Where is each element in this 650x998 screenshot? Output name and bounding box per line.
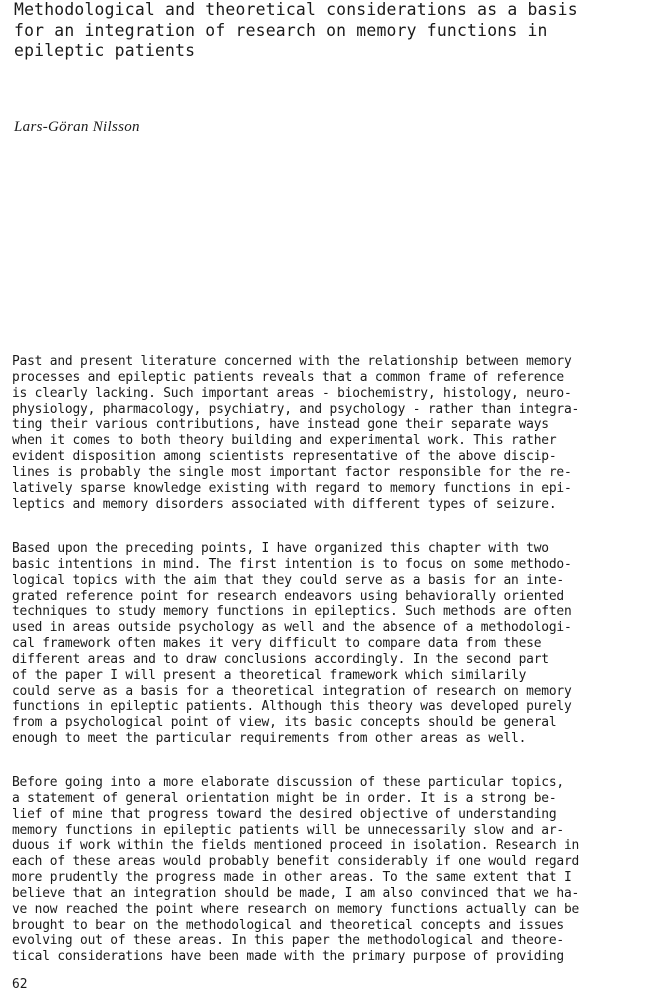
body-paragraph-1	[12, 354, 579, 512]
text-line: each of these areas would probably benefit considerably if one would regard	[12, 854, 580, 870]
text-line: Past and present literature concerned with the relationship between memory	[12, 354, 572, 369]
text-line: grated reference point for research endeavors using behaviorally oriented	[12, 588, 564, 604]
text-line: leptics and memory disorders associated with different types of seizure.	[12, 496, 557, 512]
text-line: logical topics with the aim that they could serve as a basis for an inte-	[12, 572, 564, 588]
text-line: different areas and to draw conclusions accordingly. In the second part	[12, 651, 549, 667]
text-line: processes and epileptic patients reveals that a common frame of reference	[12, 369, 564, 385]
text-line: tical considerations have been made with the primary purpose of providing	[12, 949, 564, 965]
text-line: from a psychological point of view, its basic concepts should be general	[12, 715, 557, 731]
title-line: epileptic patients	[14, 41, 196, 60]
text-line: believe that an integration should be made, I am also convinced that we ha-	[12, 885, 580, 901]
text-line: evolving out of these areas. In this paper the methodological and theore-	[12, 933, 564, 949]
text-line: Based upon the preceding points, I have organized this chapter with two	[12, 541, 549, 556]
text-line: enough to meet the particular requirements from other areas as well.	[12, 731, 527, 747]
text-line: memory functions in epileptic patients will be unnecessarily slow and ar-	[12, 822, 564, 838]
body-paragraph-2	[12, 541, 572, 747]
text-line: cal framework often makes it very difficult to compare data from these	[12, 636, 542, 652]
text-line: Before going into a more elaborate discussion of these particular topics,	[12, 775, 564, 790]
text-line: used in areas outside psychology as well and the absence of a methodologi-	[12, 620, 572, 636]
author-name: Lars-Göran Nilsson	[14, 119, 140, 135]
text-line: lines is probably the single most important factor responsible for the re-	[12, 464, 572, 480]
text-line: basic intentions in mind. The first intention is to focus on some methodo-	[12, 556, 572, 572]
text-line: techniques to study memory functions in epileptics. Such methods are often	[12, 604, 572, 620]
title-line: for an integration of research on memory functions in	[14, 20, 548, 40]
text-line: could serve as a basis for a theoretical integration of research on memory	[12, 683, 572, 699]
text-line: when it comes to both theory building and experimental work. This rather	[12, 433, 557, 449]
text-line: ve now reached the point where research on memory functions actually can be	[12, 901, 580, 917]
title-line: Methodological and theoretical considerations as a basis	[14, 0, 578, 19]
text-line: ting their various contributions, have instead gone their separate ways	[12, 417, 549, 433]
text-line: functions in epileptic patients. Although this theory was developed purely	[12, 699, 572, 715]
text-line: more prudently the progress made in other areas. To the same extent that I	[12, 870, 572, 886]
page-number: 62	[12, 977, 28, 992]
text-line: of the paper I will present a theoretical framework which similarily	[12, 667, 527, 683]
text-line: latively sparse knowledge existing with regard to memory functions in epi-	[12, 480, 572, 496]
text-line: a statement of general orientation might be in order. It is a strong be-	[12, 790, 557, 806]
text-line: physiology, pharmacology, psychiatry, and psychology - rather than integra-	[12, 401, 580, 417]
text-line: evident disposition among scientists representative of the above discip-	[12, 449, 557, 465]
text-line: brought to bear on the methodological and theoretical concepts and issues	[12, 917, 564, 933]
text-line: lief of mine that progress toward the desired objective of understanding	[12, 806, 557, 822]
body-paragraph-3	[12, 775, 579, 965]
chapter-title	[14, 0, 578, 62]
text-line: is clearly lacking. Such important areas - biochemistry, histology, neuro-	[12, 385, 572, 401]
text-line: duous if work within the fields mentioned proceed in isolation. Research in	[12, 838, 580, 854]
